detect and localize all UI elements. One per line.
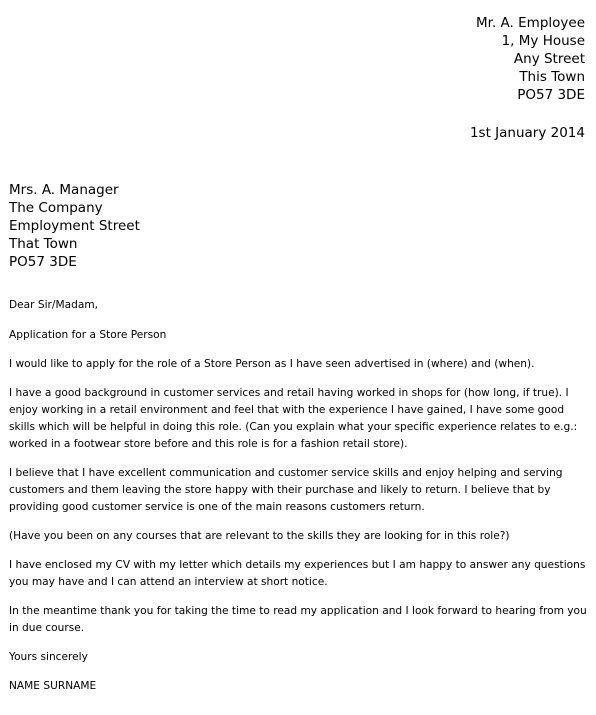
subject-line: Application for a Store Person (9, 329, 167, 341)
recipient-name: Mrs. A. Manager (9, 182, 119, 198)
paragraph-skills: I believe that I have excellent communication and customer service skills and enjoy helping and serving customers and them leaving the store happy with their purchase and likely to return. I believe that by providing good customer service is one of the main reasons customers return. (9, 467, 563, 513)
paragraph-courses: (Have you been on any courses that are relevant to the skills they are looking for in this role?) (9, 530, 510, 542)
sender-address-line1: 1, My House (501, 33, 585, 49)
salutation: Dear Sir/Madam, (9, 299, 99, 311)
sender-town: This Town (519, 69, 585, 85)
sender-postcode: PO57 3DE (517, 87, 585, 103)
recipient-address (9, 181, 140, 271)
recipient-town: That Town (9, 236, 78, 252)
paragraph-thanks: In the meantime thank you for taking the time to read my application and I look forward to hearing from you in due course. (9, 605, 587, 634)
recipient-postcode: PO57 3DE (9, 254, 77, 270)
recipient-company: The Company (9, 200, 103, 216)
recipient-street: Employment Street (9, 218, 140, 234)
sender-address (476, 14, 585, 104)
paragraph-intro: I would like to apply for the role of a Store Person as I have seen advertised in (where) and (when). (9, 358, 535, 370)
sender-name: Mr. A. Employee (476, 15, 585, 31)
paragraph-experience: I have a good background in customer services and retail having worked in shops for (how long, if true). I enjoy working in a retail environment and feel that with the experience I have gained, I have some good skills which will be helpful in doing this role. (Can you explain what your specific experience relates to e.g.: worked in a footwear store before and this role is for a fashion retail store). (9, 387, 578, 450)
letter-date: 1st January 2014 (469, 125, 585, 141)
paragraph-cv: I have enclosed my CV with my letter which details my experiences but I am happy to answer any questions you may have and I can attend an interview at short notice. (9, 559, 586, 588)
sender-address-line2: Any Street (513, 51, 585, 67)
signature: NAME SURNAME (9, 680, 97, 692)
closing: Yours sincerely (9, 651, 88, 663)
letter-body (9, 297, 589, 707)
